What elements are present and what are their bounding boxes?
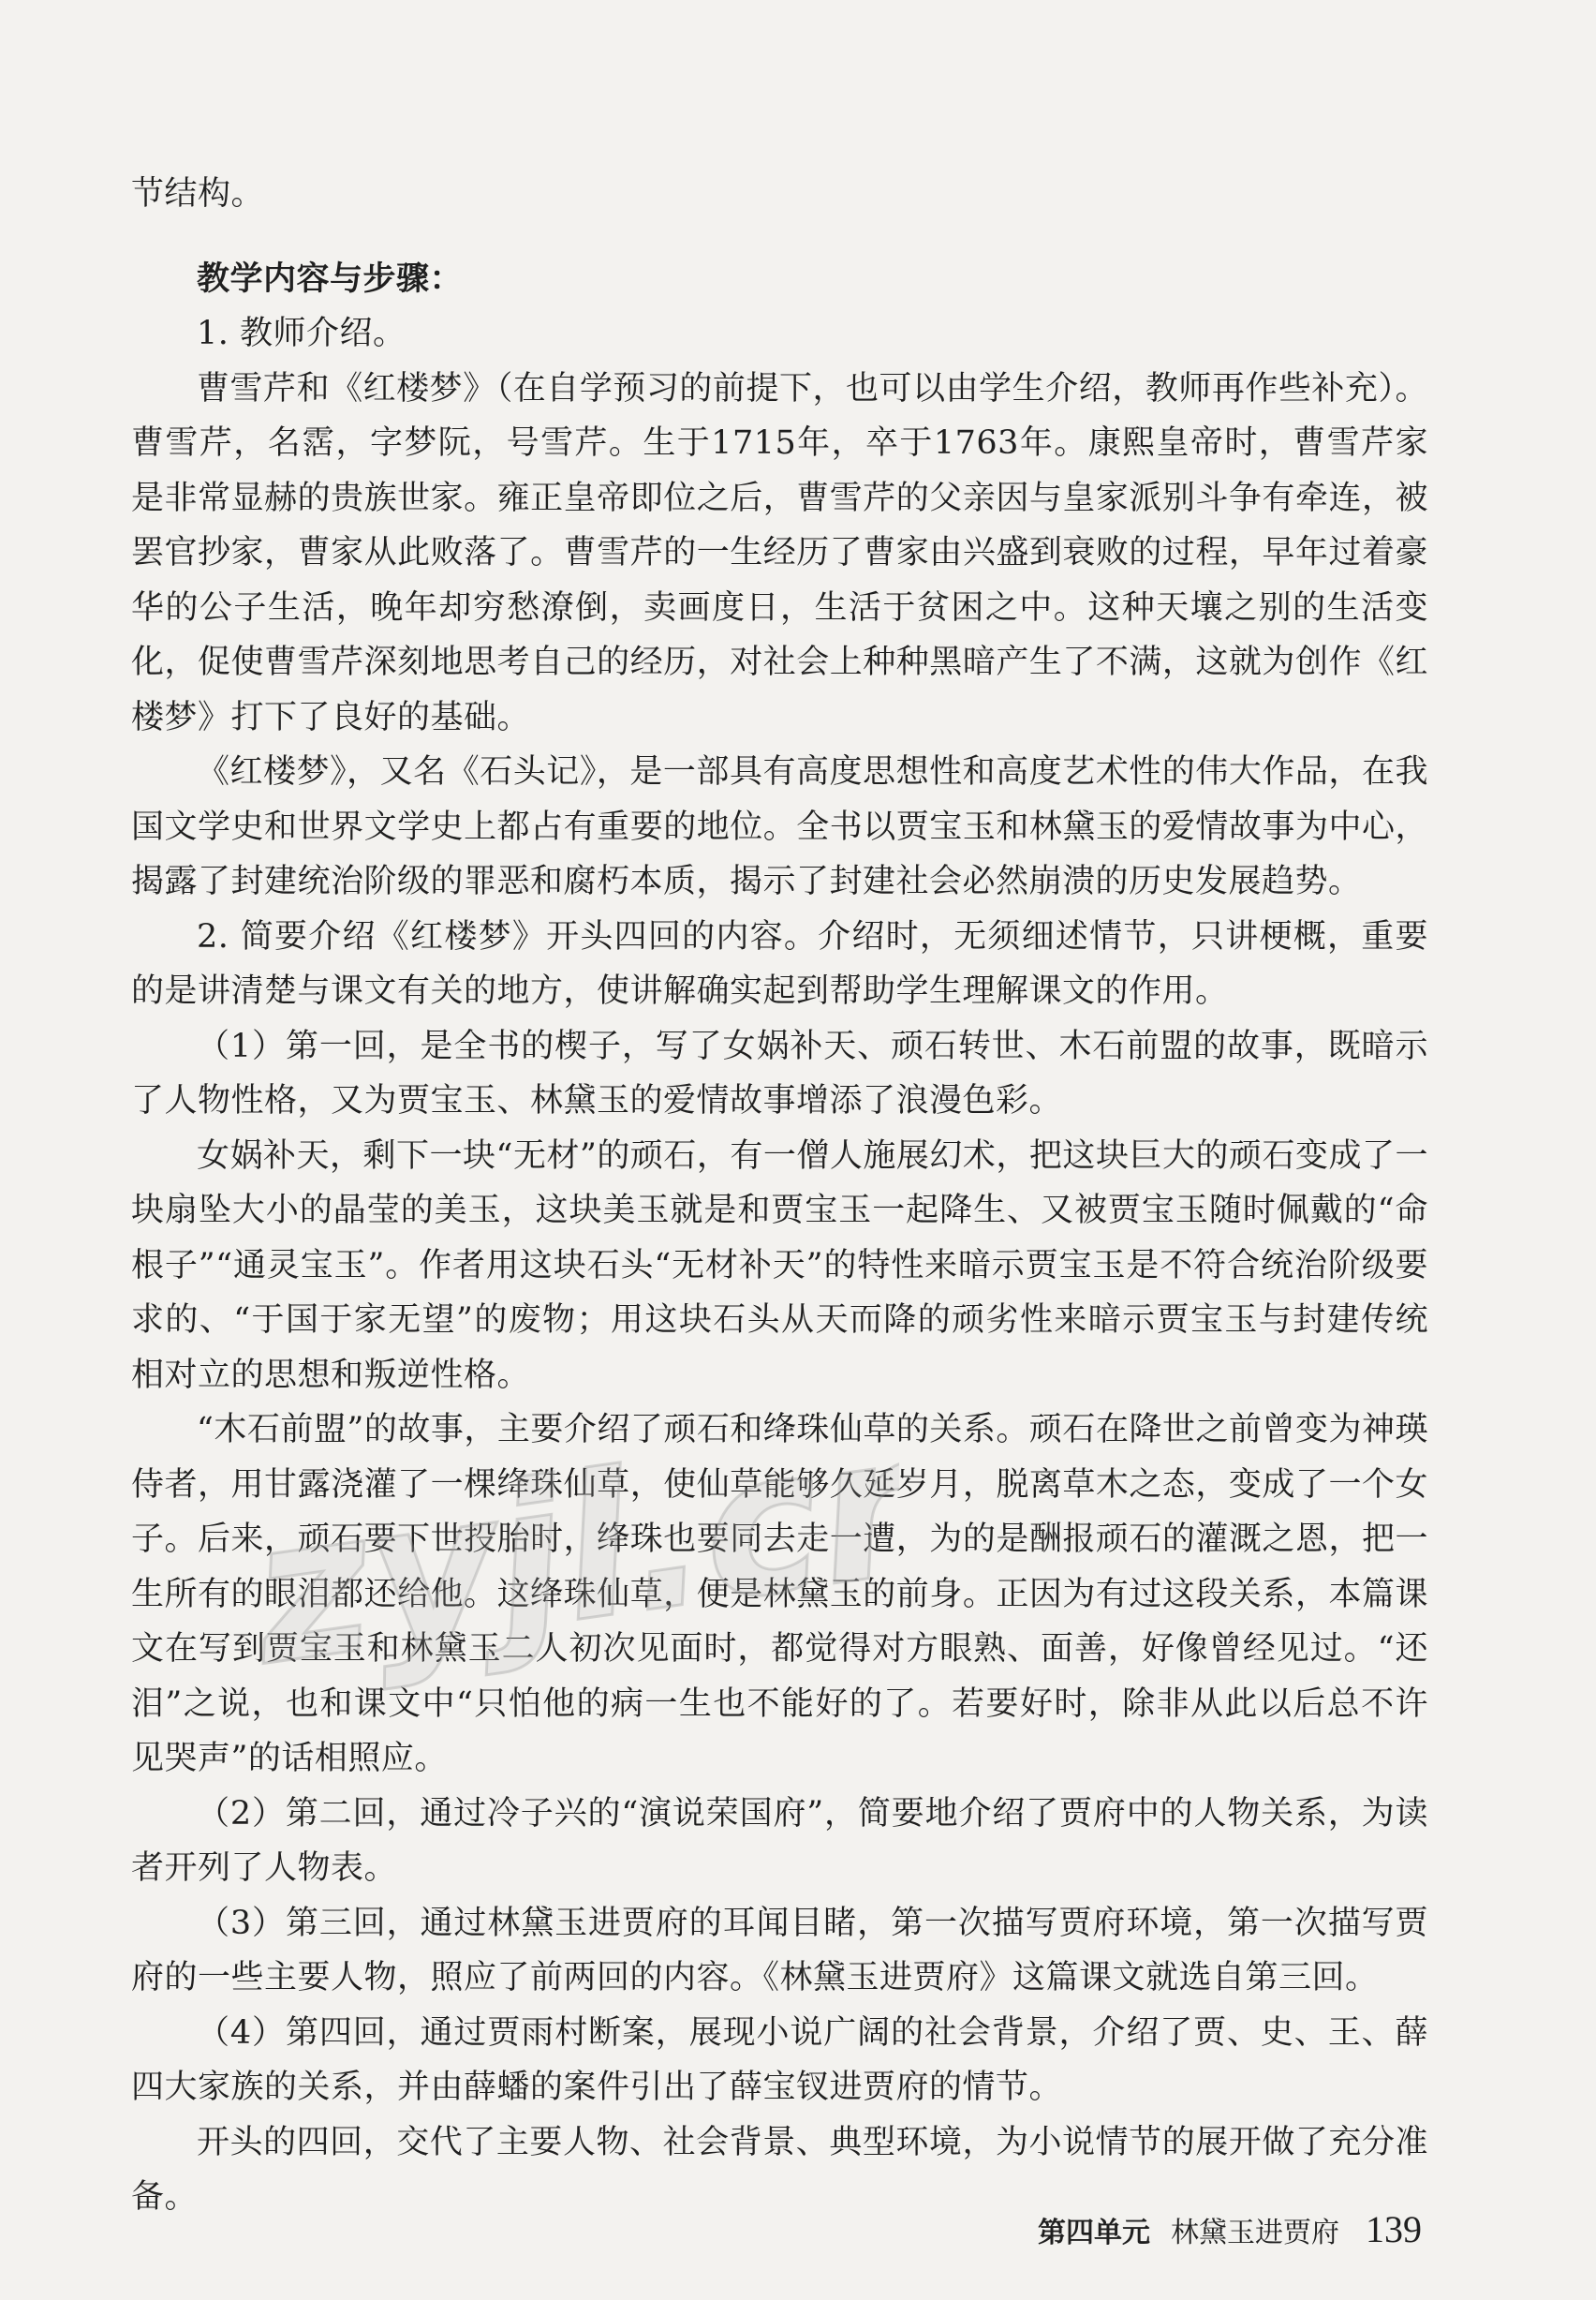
step-2-title: 2. 简要介绍《红楼梦》开头四回的内容。介绍时，无须细述情节，只讲梗概，重要的是讲清楚与课文有关的地方，使讲解确实起到帮助学生理解课文的作用。: [131, 917, 1428, 1010]
paragraph-nuwa-story: 女娲补天，剩下一块“无材”的顽石，有一僧人施展幻术，把这块巨大的顽石变成了一块扇坠大小的晶莹的美玉，这块美玉就是和贾宝玉一起降生、又被贾宝玉随时佩戴的“命根子”“通灵宝玉”。作者用这块石头“无材补天”的特性来暗示贾宝玉是不符合统治阶级要求的、“于国于家无望”的废物；用这块石头从天而降的顽劣性来暗示贾宝玉与封建传统相对立的思想和叛逆性格。: [131, 1136, 1428, 1394]
footer-unit: 第四单元: [1038, 2217, 1150, 2249]
body-text: [131, 167, 1428, 2225]
paragraph-chapter-2: （2）第二回，通过冷子兴的“演说荣国府”，简要地介绍了贾府中的人物关系，为读者开列了人物表。: [131, 1794, 1428, 1887]
watermark-text: zyjl.cn: [239, 1383, 899, 1710]
page-footer: [1038, 2207, 1422, 2251]
section-heading: 教学内容与步骤：: [197, 260, 464, 298]
paragraph-chapter-1: （1）第一回，是全书的楔子，写了女娲补天、顽石转世、木石前盟的故事，既暗示了人物性格，又为贾宝玉、林黛玉的爱情故事增添了浪漫色彩。: [131, 1027, 1428, 1120]
paragraph-novel-intro: 《红楼梦》，又名《石头记》，是一部具有高度思想性和高度艺术性的伟大作品，在我国文学史和世界文学史上都占有重要的地位。全书以贾宝玉和林黛玉的爱情故事为中心，揭露了封建统治阶级的罪恶和腐朽本质，揭示了封建社会必然崩溃的历史发展趋势。: [131, 753, 1428, 900]
page-number: 139: [1366, 2208, 1422, 2250]
footer-lesson-title: 林黛玉进贾府: [1171, 2217, 1339, 2249]
paragraph-chapter-4: （4）第四回，通过贾雨村断案，展现小说广阔的社会背景，介绍了贾、史、王、薛四大家族的关系，并由薛蟠的案件引出了薛宝钗进贾府的情节。: [131, 2013, 1428, 2106]
paragraph-author-intro: 曹雪芹和《红楼梦》（在自学预习的前提下，也可以由学生介绍，教师再作些补充）。曹雪芹，名霑，字梦阮，号雪芹。生于1715年，卒于1763年。康熙皇帝时，曹雪芹家是非常显赫的贵族世家。雍正皇帝即位之后，曹雪芹的父亲因与皇家派别斗争有牵连，被罢官抄家，曹家从此败落了。曹雪芹的一生经历了曹家由兴盛到衰败的过程，早年过着豪华的公子生活，晚年却穷愁潦倒，卖画度日，生活于贫困之中。这种天壤之别的生活变化，促使曹雪芹深刻地思考自己的经历，对社会上种种黑暗产生了不满，这就为创作《红楼梦》打下了良好的基础。: [131, 369, 1428, 736]
paragraph-summary: 开头的四回，交代了主要人物、社会背景、典型环境，为小说情节的展开做了充分准备。: [131, 2123, 1428, 2216]
paragraph-continuation: 节结构。: [131, 175, 265, 213]
step-1-title: 1. 教师介绍。: [197, 315, 406, 352]
paragraph-chapter-3: （3）第三回，通过林黛玉进贾府的耳闻目睹，第一次描写贾府环境，第一次描写贾府的一些主要人物，照应了前两回的内容。《林黛玉进贾府》这篇课文就选自第三回。: [131, 1904, 1428, 1996]
paragraph-mushi-qianmeng: “木石前盟”的故事，主要介绍了顽石和绛珠仙草的关系。顽石在降世之前曾变为神瑛侍者，用甘露浇灌了一棵绛珠仙草，使仙草能够久延岁月，脱离草木之态，变成了一个女子。后来，顽石要下世投胎时，绛珠也要同去走一遭，为的是酬报顽石的灌溉之恩，把一生所有的眼泪都还给他。这绛珠仙草，便是林黛玉的前身。正因为有过这段关系，本篇课文在写到贾宝玉和林黛玉二人初次见面时，都觉得对方眼熟、面善，好像曾经见过。“还泪”之说，也和课文中“只怕他的病一生也不能好的了。若要好时，除非从此以后总不许见哭声”的话相照应。: [131, 1411, 1428, 1777]
